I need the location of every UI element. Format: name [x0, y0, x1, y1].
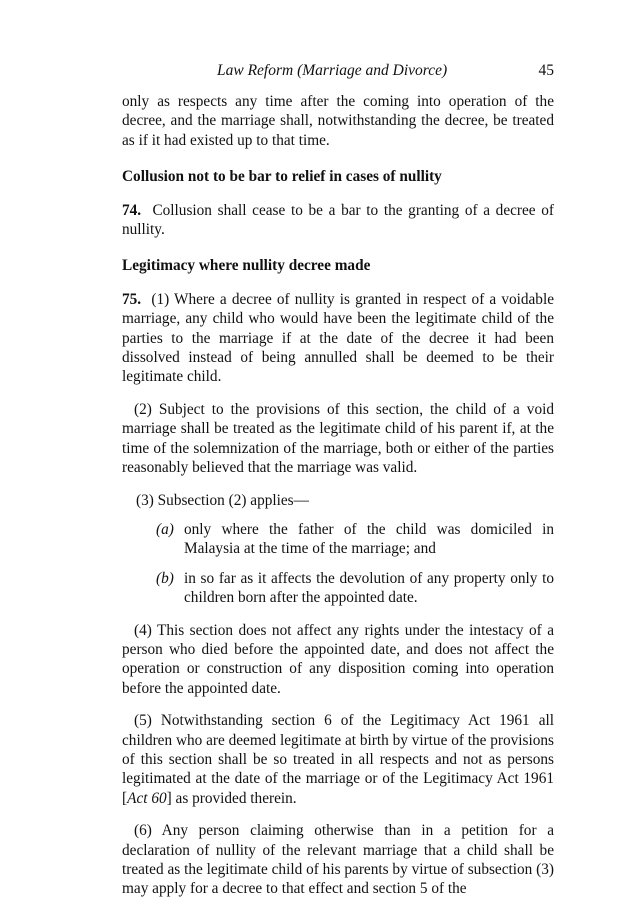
section-75-subsection-1 — [122, 290, 554, 387]
section-75-heading: Legitimacy where nullity decree made — [122, 257, 371, 275]
section-75-subsection-2: (2) Subject to the provisions of this section, the child of a void marriage shall be treated as the legitimate child of his parent if, at the time of the solemnization of the marriage, both or either of the parties reasonably believed that the marriage was valid. — [122, 400, 554, 477]
section-75-subsection-6: (6) Any person claiming otherwise than in a petition for a declaration of nullity of the relevant marriage that a child shall be treated as the legitimate child of his parents by virtue of subsection (3) may apply for a decree to that effect and section 5 of the — [122, 822, 554, 898]
paragraph-a-label: (a) — [156, 520, 174, 538]
subsection-5-text-start: (5) Notwithstanding section 6 of the Legitimacy Act 1961 all children who are deemed legitimate at birth by virtue of the provisions of this section shall be so treated in all respects and not as persons legitimated at the date of the marriage or of the Legitimacy Act 1961 [ — [122, 712, 555, 807]
act-reference: Act 60 — [127, 789, 167, 807]
section-74-body: Collusion shall cease to be a bar to the granting of a decree of nullity. — [122, 201, 554, 239]
paragraph-b-label: (b) — [156, 569, 174, 587]
paragraph-b-text: in so far as it affects the devolution of any property only to children born after the appointed date. — [184, 569, 554, 607]
subsection-5-text-end: ] as provided therein. — [166, 789, 297, 807]
continuation-paragraph: only as respects any time after the coming into operation of the decree, and the marriage shall, notwithstanding the decree, be treated as if it had existed up to that time. — [122, 93, 554, 149]
section-75-subsection-4: (4) This section does not affect any rights under the intestacy of a person who died before the appointed date, and does not affect the operation or construction of any disposition coming into operation before the appointed date. — [122, 621, 554, 697]
section-74-number: 74. — [122, 201, 142, 219]
paragraph-b — [122, 569, 554, 608]
paragraph-a-text: only where the father of the child was domiciled in Malaysia at the time of the marriage; and — [184, 520, 554, 558]
section-74-heading: Collusion not to be bar to relief in cases of nullity — [122, 168, 442, 186]
section-75-number: 75. — [122, 290, 142, 308]
section-74-text — [122, 201, 554, 240]
page-body — [122, 92, 554, 899]
page-number: 45 — [538, 62, 554, 79]
running-header — [122, 62, 554, 84]
running-title: Law Reform (Marriage and Divorce) — [217, 62, 448, 79]
paragraph-a — [122, 520, 554, 559]
section-75-subsection-5 — [122, 711, 554, 808]
subsection-1-text: (1) Where a decree of nullity is granted in respect of a voidable marriage, any child who would have been the legitimate child of the parties to the marriage if at the date of the decree it had been dissolved instead of being annulled shall be deemed to be their legitimate child. — [122, 290, 554, 386]
section-75-subsection-3: (3) Subsection (2) applies— — [136, 491, 309, 509]
